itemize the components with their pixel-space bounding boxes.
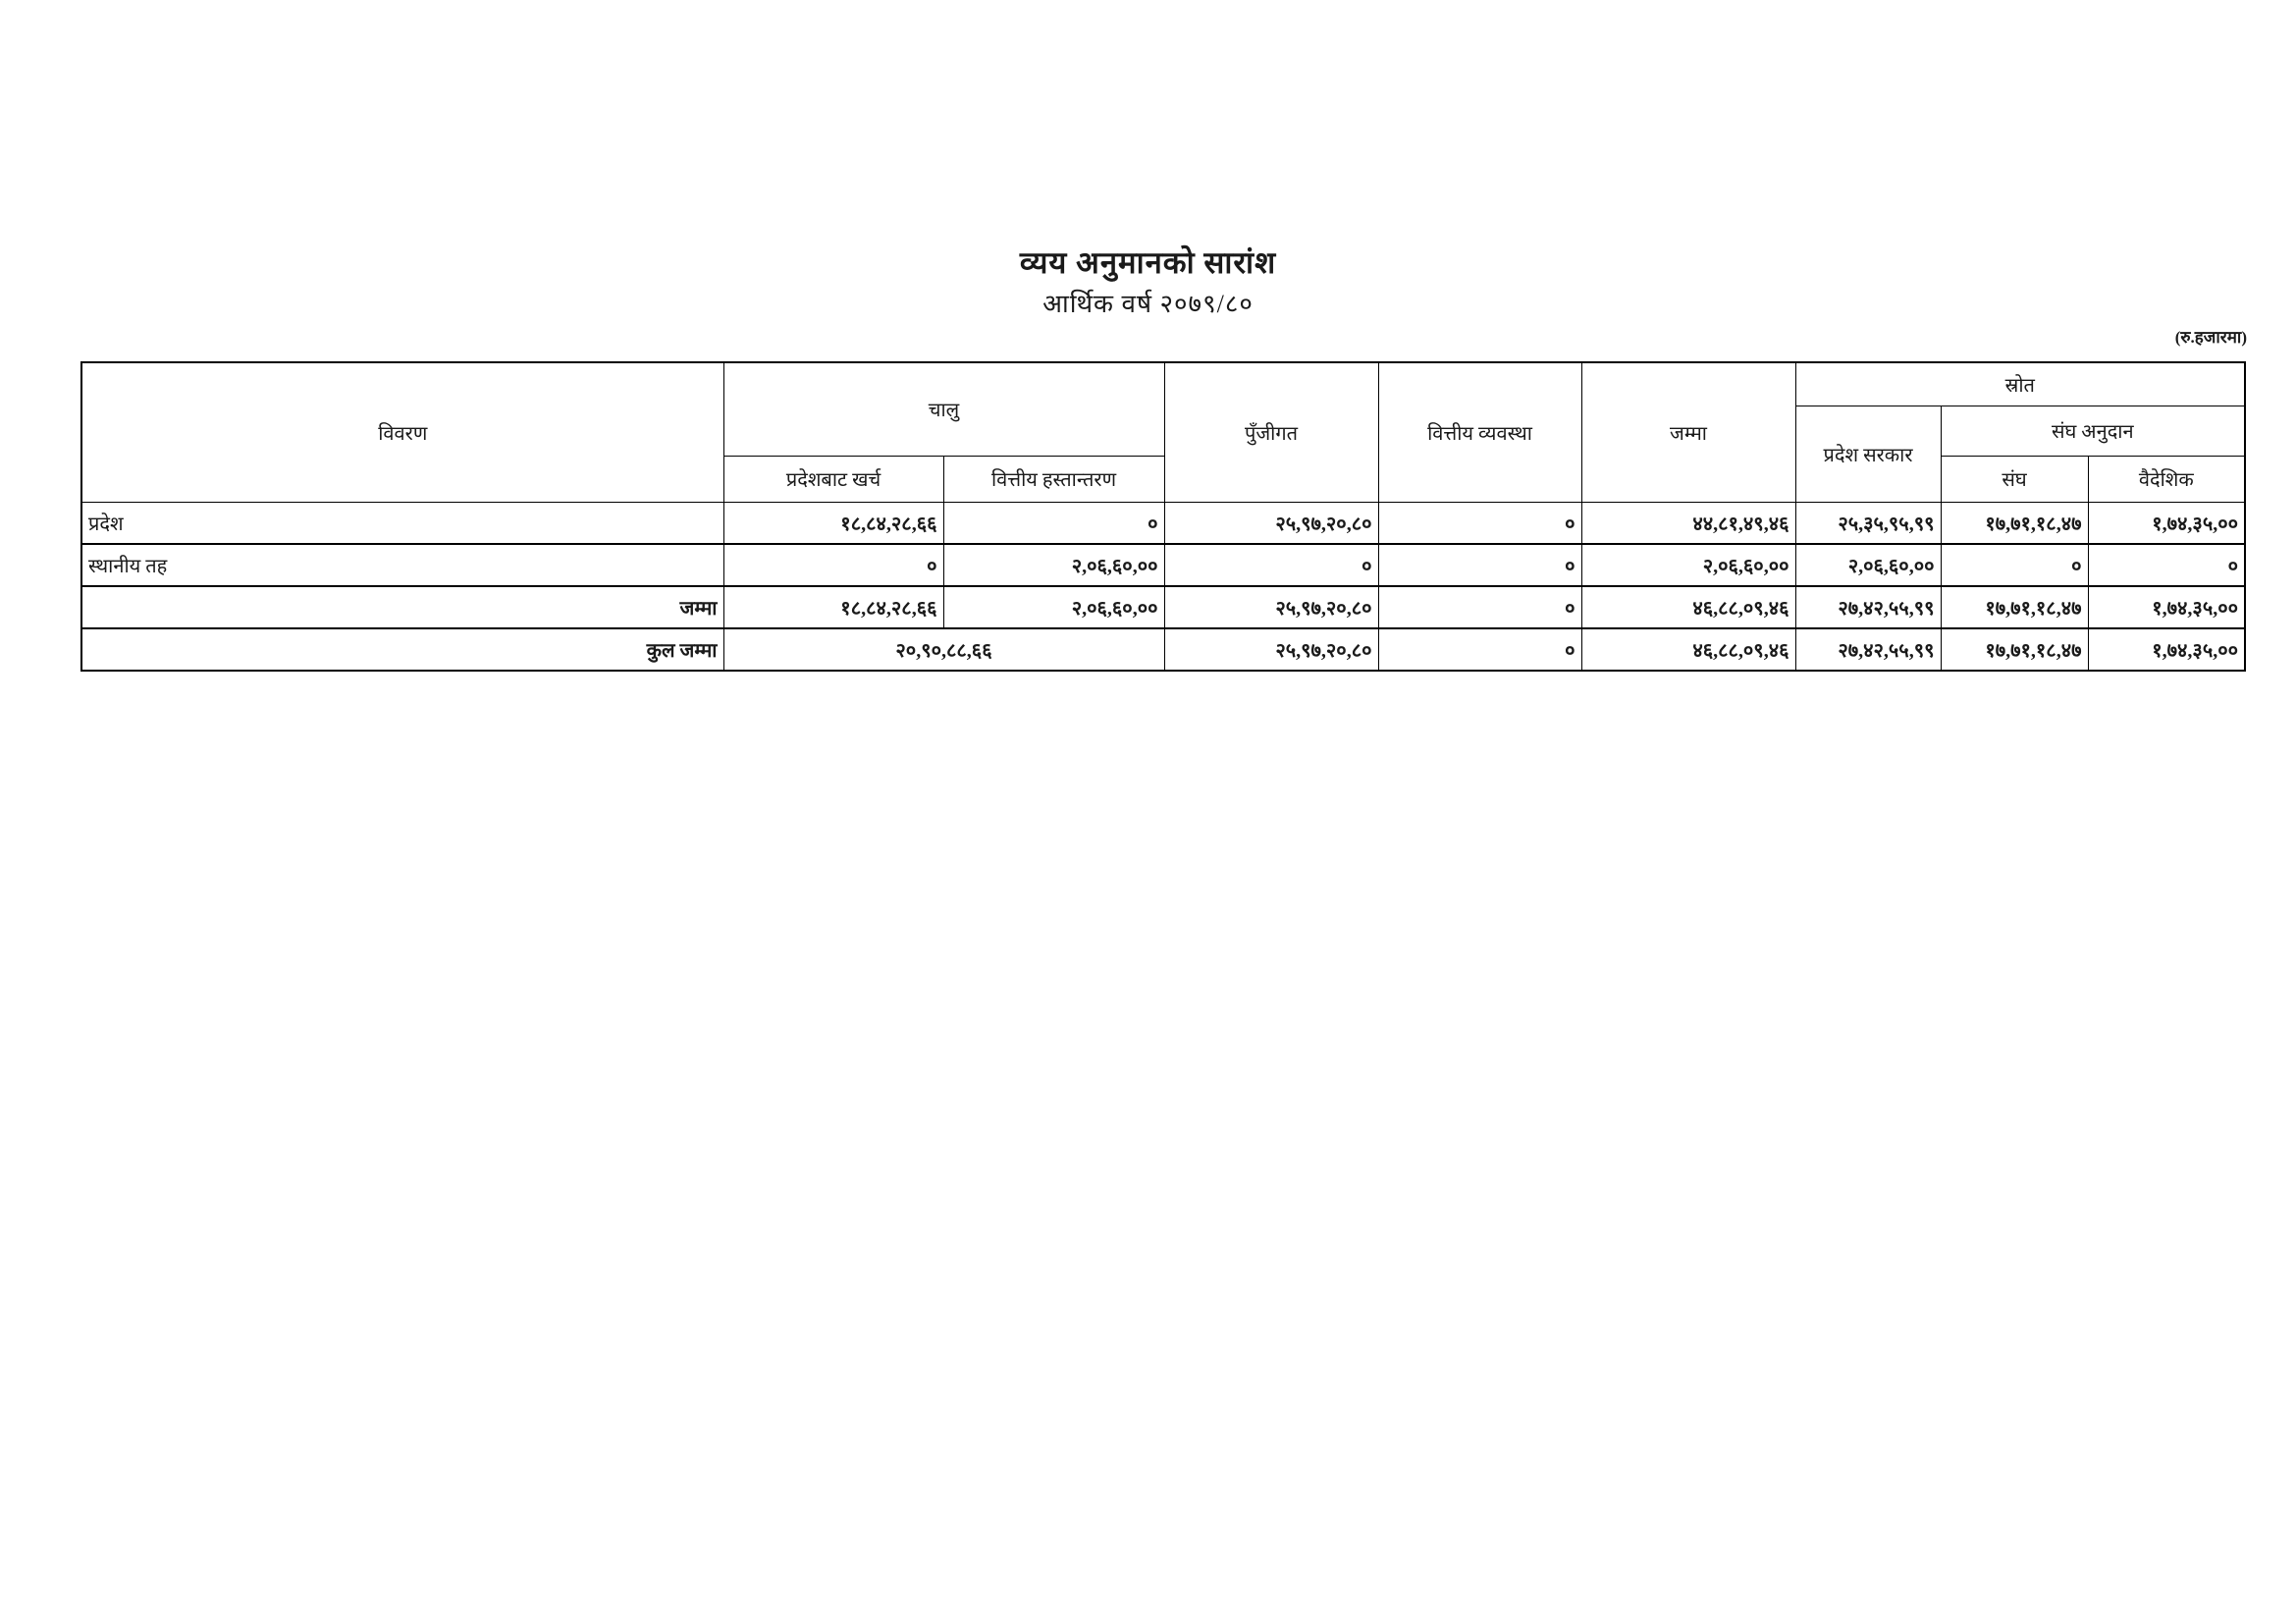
cell-total: ४६,८८,०९,४६ (1581, 586, 1795, 628)
table-row-province (81, 502, 2245, 544)
cell-federal: १७,७१,१८,४७ (1941, 628, 2088, 671)
cell-foreign: ० (2088, 544, 2245, 586)
fiscal-year-subtitle: आर्थिक वर्ष २०७९/८० (1042, 290, 1254, 318)
row-label: प्रदेश (81, 502, 723, 544)
cell-province-government: २७,४२,५५,९९ (1795, 586, 1941, 628)
cell-federal: १७,७१,१८,४७ (1941, 586, 2088, 628)
cell-foreign: १,७४,३५,०० (2088, 628, 2245, 671)
cell-financial-transfer: २,०६,६०,०० (943, 544, 1164, 586)
header-federal: संघ (1941, 456, 2088, 502)
cell-capital: २५,९७,२०,८० (1164, 628, 1378, 671)
header-federal-grant: संघ अनुदान (1941, 406, 2245, 456)
cell-federal: ० (1941, 544, 2088, 586)
cell-foreign: १,७४,३५,०० (2088, 586, 2245, 628)
cell-province-expense: १८,८४,२८,६६ (723, 586, 943, 628)
cell-federal: १७,७१,१८,४७ (1941, 502, 2088, 544)
expenditure-summary-table (80, 361, 2246, 672)
cell-province-government: २५,३५,९५,९९ (1795, 502, 1941, 544)
header-total: जम्मा (1581, 362, 1795, 502)
cell-financial-arrangement: ० (1378, 586, 1581, 628)
header-province-expense: प्रदेशबाट खर्च (723, 456, 943, 502)
cell-current-total: २०,९०,८८,६६ (723, 628, 1164, 671)
cell-capital: ० (1164, 544, 1378, 586)
cell-province-government: २७,४२,५५,९९ (1795, 628, 1941, 671)
page-title: व्यय अनुमानको सारांश (1019, 245, 1277, 280)
cell-province-expense: ० (723, 544, 943, 586)
cell-total: ४६,८८,०९,४६ (1581, 628, 1795, 671)
cell-financial-arrangement: ० (1378, 544, 1581, 586)
cell-financial-arrangement: ० (1378, 502, 1581, 544)
row-label: जम्मा (81, 586, 723, 628)
cell-capital: २५,९७,२०,८० (1164, 586, 1378, 628)
header-description: विवरण (81, 362, 723, 502)
cell-capital: २५,९७,२०,८० (1164, 502, 1378, 544)
cell-total: ४४,८१,४९,४६ (1581, 502, 1795, 544)
cell-financial-transfer: ० (943, 502, 1164, 544)
cell-total: २,०६,६०,०० (1581, 544, 1795, 586)
row-label: कुल जम्मा (81, 628, 723, 671)
cell-province-government: २,०६,६०,०० (1795, 544, 1941, 586)
cell-foreign: १,७४,३५,०० (2088, 502, 2245, 544)
header-province-government: प्रदेश सरकार (1795, 406, 1941, 502)
table-row-local-level (81, 544, 2245, 586)
row-label: स्थानीय तह (81, 544, 723, 586)
table-row-subtotal (81, 586, 2245, 628)
header-foreign: वैदेशिक (2088, 456, 2245, 502)
table-row-grand-total (81, 628, 2245, 671)
header-capital: पुँजीगत (1164, 362, 1378, 502)
cell-financial-arrangement: ० (1378, 628, 1581, 671)
header-source: स्रोत (1795, 362, 2245, 406)
cell-province-expense: १८,८४,२८,६६ (723, 502, 943, 544)
cell-financial-transfer: २,०६,६०,०० (943, 586, 1164, 628)
header-financial-arrangement: वित्तीय व्यवस्था (1378, 362, 1581, 502)
header-current: चालु (723, 362, 1164, 456)
unit-note: (रु.हजारमा) (2174, 328, 2247, 347)
header-financial-transfer: वित्तीय हस्तान्तरण (943, 456, 1164, 502)
